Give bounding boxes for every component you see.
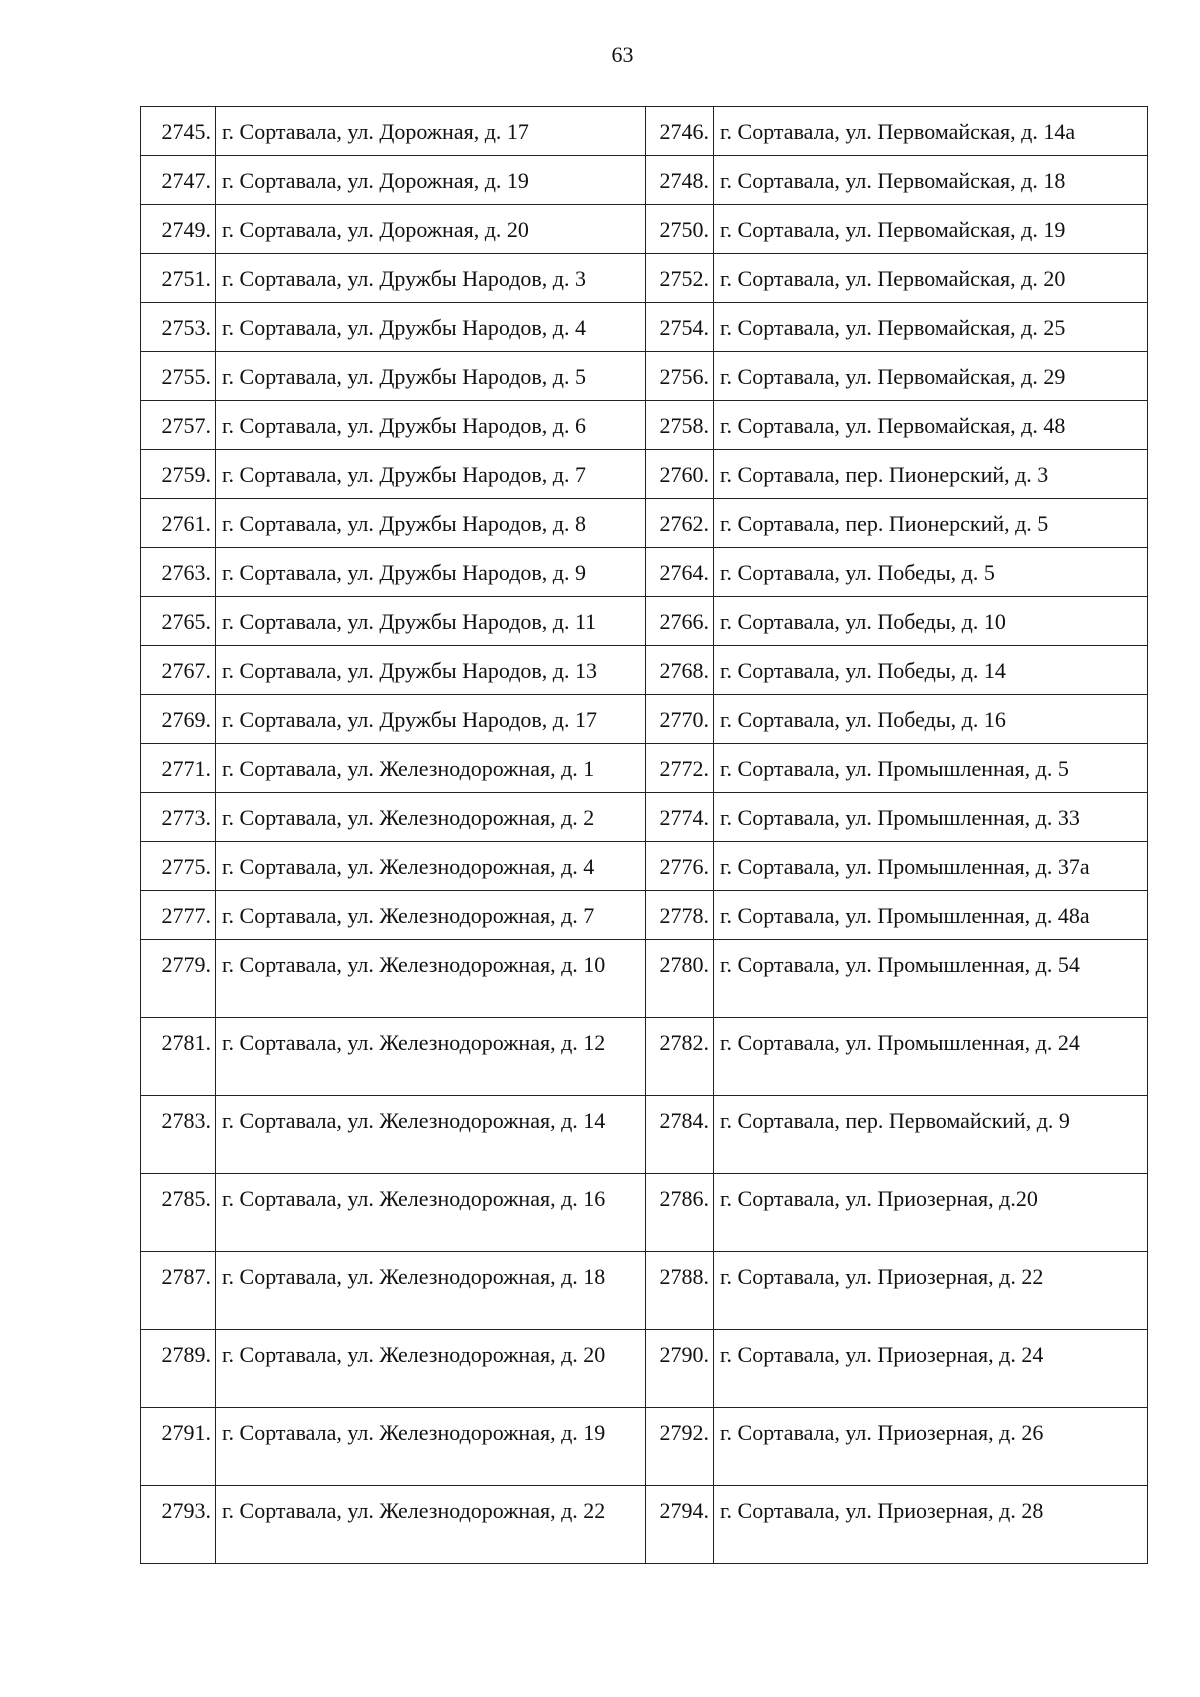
left-number-cell: 2763. — [141, 548, 216, 597]
right-address-cell: г. Сортавала, ул. Промышленная, д. 54 — [714, 940, 1148, 1018]
left-number-cell: 2777. — [141, 891, 216, 940]
left-number-cell: 2753. — [141, 303, 216, 352]
right-number-cell: 2786. — [646, 1174, 714, 1252]
table-row — [141, 1408, 1148, 1486]
left-address-cell: г. Сортавала, ул. Дружбы Народов, д. 3 — [216, 254, 646, 303]
left-number-cell: 2781. — [141, 1018, 216, 1096]
right-number-cell: 2784. — [646, 1096, 714, 1174]
right-number-cell: 2774. — [646, 793, 714, 842]
left-address-cell: г. Сортавала, ул. Дружбы Народов, д. 17 — [216, 695, 646, 744]
right-number-cell: 2792. — [646, 1408, 714, 1486]
left-number-cell: 2769. — [141, 695, 216, 744]
left-address-cell: г. Сортавала, ул. Дорожная, д. 17 — [216, 107, 646, 156]
left-number-cell: 2787. — [141, 1252, 216, 1330]
right-address-cell: г. Сортавала, ул. Победы, д. 10 — [714, 597, 1148, 646]
right-address-cell: г. Сортавала, ул. Приозерная, д.20 — [714, 1174, 1148, 1252]
left-number-cell: 2761. — [141, 499, 216, 548]
table-row — [141, 156, 1148, 205]
left-number-cell: 2773. — [141, 793, 216, 842]
table-row — [141, 401, 1148, 450]
table-row — [141, 1018, 1148, 1096]
left-number-cell: 2759. — [141, 450, 216, 499]
right-number-cell: 2760. — [646, 450, 714, 499]
table-row — [141, 1096, 1148, 1174]
left-address-cell: г. Сортавала, ул. Дружбы Народов, д. 5 — [216, 352, 646, 401]
left-number-cell: 2791. — [141, 1408, 216, 1486]
right-address-cell: г. Сортавала, ул. Промышленная, д. 33 — [714, 793, 1148, 842]
left-address-cell: г. Сортавала, ул. Железнодорожная, д. 19 — [216, 1408, 646, 1486]
left-address-cell: г. Сортавала, ул. Дружбы Народов, д. 4 — [216, 303, 646, 352]
right-number-cell: 2776. — [646, 842, 714, 891]
table-row — [141, 1252, 1148, 1330]
left-number-cell: 2749. — [141, 205, 216, 254]
table-row — [141, 1330, 1148, 1408]
right-address-cell: г. Сортавала, ул. Первомайская, д. 14а — [714, 107, 1148, 156]
left-number-cell: 2767. — [141, 646, 216, 695]
right-address-cell: г. Сортавала, пер. Пионерский, д. 3 — [714, 450, 1148, 499]
right-address-cell: г. Сортавала, ул. Победы, д. 14 — [714, 646, 1148, 695]
right-number-cell: 2778. — [646, 891, 714, 940]
address-table — [140, 106, 1148, 1564]
right-address-cell: г. Сортавала, ул. Первомайская, д. 18 — [714, 156, 1148, 205]
table-row — [141, 499, 1148, 548]
left-number-cell: 2771. — [141, 744, 216, 793]
left-address-cell: г. Сортавала, ул. Дружбы Народов, д. 6 — [216, 401, 646, 450]
left-address-cell: г. Сортавала, ул. Дружбы Народов, д. 8 — [216, 499, 646, 548]
right-number-cell: 2794. — [646, 1486, 714, 1564]
left-number-cell: 2785. — [141, 1174, 216, 1252]
right-address-cell: г. Сортавала, ул. Победы, д. 5 — [714, 548, 1148, 597]
table-row — [141, 695, 1148, 744]
right-address-cell: г. Сортавала, пер. Пионерский, д. 5 — [714, 499, 1148, 548]
right-number-cell: 2764. — [646, 548, 714, 597]
left-address-cell: г. Сортавала, ул. Железнодорожная, д. 1 — [216, 744, 646, 793]
left-number-cell: 2793. — [141, 1486, 216, 1564]
right-number-cell: 2752. — [646, 254, 714, 303]
table-row — [141, 793, 1148, 842]
table-row — [141, 1174, 1148, 1252]
left-address-cell: г. Сортавала, ул. Железнодорожная, д. 4 — [216, 842, 646, 891]
table-row — [141, 205, 1148, 254]
right-number-cell: 2790. — [646, 1330, 714, 1408]
right-address-cell: г. Сортавала, ул. Первомайская, д. 20 — [714, 254, 1148, 303]
right-address-cell: г. Сортавала, ул. Приозерная, д. 24 — [714, 1330, 1148, 1408]
right-number-cell: 2770. — [646, 695, 714, 744]
table-row — [141, 940, 1148, 1018]
left-address-cell: г. Сортавала, ул. Железнодорожная, д. 2 — [216, 793, 646, 842]
right-address-cell: г. Сортавала, ул. Первомайская, д. 48 — [714, 401, 1148, 450]
left-number-cell: 2783. — [141, 1096, 216, 1174]
right-address-cell: г. Сортавала, ул. Победы, д. 16 — [714, 695, 1148, 744]
left-address-cell: г. Сортавала, ул. Железнодорожная, д. 14 — [216, 1096, 646, 1174]
right-number-cell: 2756. — [646, 352, 714, 401]
right-number-cell: 2754. — [646, 303, 714, 352]
right-number-cell: 2782. — [646, 1018, 714, 1096]
left-address-cell: г. Сортавала, ул. Дорожная, д. 20 — [216, 205, 646, 254]
table-row — [141, 744, 1148, 793]
left-address-cell: г. Сортавала, ул. Железнодорожная, д. 18 — [216, 1252, 646, 1330]
left-address-cell: г. Сортавала, ул. Железнодорожная, д. 7 — [216, 891, 646, 940]
left-address-cell: г. Сортавала, ул. Дружбы Народов, д. 7 — [216, 450, 646, 499]
right-number-cell: 2750. — [646, 205, 714, 254]
left-address-cell: г. Сортавала, ул. Железнодорожная, д. 20 — [216, 1330, 646, 1408]
table-row — [141, 548, 1148, 597]
right-number-cell: 2788. — [646, 1252, 714, 1330]
left-number-cell: 2757. — [141, 401, 216, 450]
right-address-cell: г. Сортавала, ул. Приозерная, д. 28 — [714, 1486, 1148, 1564]
address-table-body — [141, 107, 1148, 1564]
right-address-cell: г. Сортавала, пер. Первомайский, д. 9 — [714, 1096, 1148, 1174]
table-row — [141, 107, 1148, 156]
left-address-cell: г. Сортавала, ул. Дружбы Народов, д. 11 — [216, 597, 646, 646]
right-number-cell: 2762. — [646, 499, 714, 548]
left-address-cell: г. Сортавала, ул. Железнодорожная, д. 12 — [216, 1018, 646, 1096]
table-row — [141, 450, 1148, 499]
left-address-cell: г. Сортавала, ул. Дружбы Народов, д. 9 — [216, 548, 646, 597]
right-number-cell: 2748. — [646, 156, 714, 205]
right-address-cell: г. Сортавала, ул. Промышленная, д. 48а — [714, 891, 1148, 940]
right-address-cell: г. Сортавала, ул. Приозерная, д. 26 — [714, 1408, 1148, 1486]
right-address-cell: г. Сортавала, ул. Первомайская, д. 29 — [714, 352, 1148, 401]
left-number-cell: 2755. — [141, 352, 216, 401]
left-address-cell: г. Сортавала, ул. Железнодорожная, д. 16 — [216, 1174, 646, 1252]
left-address-cell: г. Сортавала, ул. Железнодорожная, д. 10 — [216, 940, 646, 1018]
table-row — [141, 597, 1148, 646]
left-number-cell: 2745. — [141, 107, 216, 156]
table-row — [141, 303, 1148, 352]
right-number-cell: 2768. — [646, 646, 714, 695]
table-row — [141, 646, 1148, 695]
left-number-cell: 2747. — [141, 156, 216, 205]
right-address-cell: г. Сортавала, ул. Приозерная, д. 22 — [714, 1252, 1148, 1330]
right-number-cell: 2746. — [646, 107, 714, 156]
left-address-cell: г. Сортавала, ул. Дружбы Народов, д. 13 — [216, 646, 646, 695]
left-number-cell: 2751. — [141, 254, 216, 303]
left-number-cell: 2765. — [141, 597, 216, 646]
right-number-cell: 2780. — [646, 940, 714, 1018]
right-number-cell: 2758. — [646, 401, 714, 450]
table-row — [141, 1486, 1148, 1564]
right-address-cell: г. Сортавала, ул. Первомайская, д. 25 — [714, 303, 1148, 352]
right-address-cell: г. Сортавала, ул. Промышленная, д. 5 — [714, 744, 1148, 793]
right-number-cell: 2766. — [646, 597, 714, 646]
left-address-cell: г. Сортавала, ул. Железнодорожная, д. 22 — [216, 1486, 646, 1564]
right-address-cell: г. Сортавала, ул. Первомайская, д. 19 — [714, 205, 1148, 254]
table-row — [141, 842, 1148, 891]
left-number-cell: 2779. — [141, 940, 216, 1018]
right-address-cell: г. Сортавала, ул. Промышленная, д. 24 — [714, 1018, 1148, 1096]
left-address-cell: г. Сортавала, ул. Дорожная, д. 19 — [216, 156, 646, 205]
right-address-cell: г. Сортавала, ул. Промышленная, д. 37а — [714, 842, 1148, 891]
left-number-cell: 2789. — [141, 1330, 216, 1408]
left-number-cell: 2775. — [141, 842, 216, 891]
page-number: 63 — [611, 42, 634, 67]
table-row — [141, 352, 1148, 401]
table-row — [141, 254, 1148, 303]
table-row — [141, 891, 1148, 940]
right-number-cell: 2772. — [646, 744, 714, 793]
